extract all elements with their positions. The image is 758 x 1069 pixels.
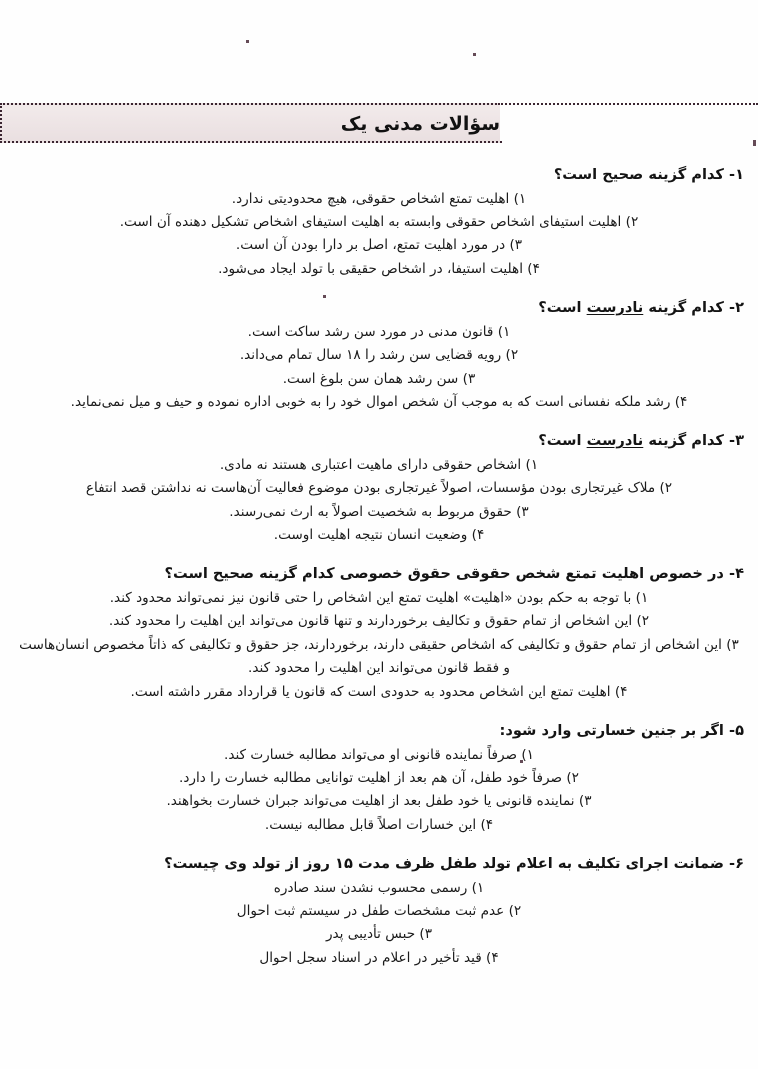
question-number-2: ۲- (729, 299, 744, 317)
question-block-4 (14, 562, 744, 704)
question-stem-2 (14, 296, 744, 320)
scan-speck-1 (246, 40, 249, 43)
option-item[interactable]: ۱) اهلیت تمتع اشخاص حقوقی، هیچ محدودیتی ندارد. (231, 190, 527, 207)
question-stem-4 (14, 562, 744, 586)
question-text-5: اگر بر جنین خسارتی وارد شود: (499, 721, 724, 739)
question-number-6: ۶- (729, 855, 744, 873)
question-text-6: ضمانت اجرای تکلیف به اعلام تولد طفل ظرف مدت ۱۵ روز از تولد وی چیست؟ (164, 855, 724, 873)
option-item[interactable]: ۱) صرفاً نماینده قانونی او می‌تواند مطالبه خسارت کند. (224, 746, 534, 763)
header-dotted-rule-bottom (0, 141, 502, 143)
option-item[interactable]: ۲) ملاک غیرتجاری بودن مؤسسات، اصولاً غیرتجاری بودن موضوع فعالیت آن‌هاست نه نداشتن قصد انتفاع (85, 480, 673, 497)
option-item[interactable]: ۴) رشد ملکه نفسانی است که به موجب آن شخص اموال خود را به خوبی اداره نموده و حیف و میل نمی‌نماید. (70, 393, 688, 410)
option-item[interactable]: ۱) رسمی محسوب نشدن سند صادره (273, 879, 485, 896)
option-list-6 (14, 877, 744, 971)
emphasis-underline: نادرست (586, 432, 644, 450)
option-item[interactable]: ۳) حبس تأدیبی پدر (325, 926, 433, 943)
question-block-5 (14, 719, 744, 837)
question-stem-1 (14, 163, 744, 187)
option-item[interactable]: ۳) سن رشد همان سن بلوغ است. (282, 370, 476, 387)
option-list-1 (14, 188, 744, 282)
option-item[interactable]: ۴) قید تأخیر در اعلام در اسناد سجل احوال (259, 949, 499, 966)
option-item[interactable]: ۴) اهلیت استیفا، در اشخاص حقیقی با تولد ایجاد می‌شود. (218, 260, 540, 277)
question-text-2: کدام گزینه نادرست است؟ (538, 299, 724, 317)
question-number-3: ۳- (729, 432, 744, 450)
option-item[interactable]: ۳) نماینده قانونی یا خود طفل بعد از اهلیت می‌تواند جبران خسارت بخواهند. (166, 793, 592, 810)
question-text-3: کدام گزینه نادرست است؟ (538, 432, 724, 450)
question-text-1: کدام گزینه صحیح است؟ (553, 166, 724, 183)
question-block-6 (14, 852, 744, 970)
page-title: سؤالات مدنی یک (340, 113, 500, 135)
question-number-5: ۵- (729, 721, 744, 739)
option-item[interactable]: ۳) حقوق مربوط به شخصیت اصولاً به ارث نمی‌رسند. (229, 503, 529, 520)
question-stem-3 (14, 429, 744, 453)
option-item[interactable]: ۲) اهلیت استیفای اشخاص حقوقی وابسته به اهلیت استیفای اشخاص تشکیل دهنده آن است. (119, 214, 639, 231)
question-text-4: در خصوص اهلیت تمتع شخص حقوقی حقوق خصوصی کدام گزینه صحیح است؟ (164, 565, 724, 583)
question-sheet (14, 163, 744, 985)
emphasis-underline: نادرست (586, 299, 644, 317)
question-block-1 (14, 163, 744, 281)
option-list-3 (14, 454, 744, 548)
scan-speck-2 (473, 53, 476, 56)
option-item[interactable]: ۳) این اشخاص از تمام حقوق و تکالیفی که اشخاص حقیقی دارند، برخوردارند، جز حقوق و تکالیفی که ذاتاً مخصوص انسان‌هاست و فقط قانون می‌تواند این اهلیت را محدود کند. (19, 636, 739, 677)
option-item[interactable]: ۲) صرفاً خود طفل، آن هم بعد از اهلیت توانایی مطالبه خسارت را دارد. (179, 769, 579, 786)
question-block-3 (14, 429, 744, 547)
option-item[interactable]: ۲) رویه قضایی سن رشد را ۱۸ سال تمام می‌داند. (239, 347, 519, 364)
option-item[interactable]: ۱) قانون مدنی در مورد سن رشد ساکت است. (247, 323, 511, 340)
page-header-banner (0, 103, 758, 143)
option-item[interactable]: ۴) اهلیت تمتع این اشخاص محدود به حدودی است که قانون یا قرارداد مقرر داشته است. (130, 683, 628, 700)
option-list-4 (14, 587, 744, 704)
question-stem-5 (14, 719, 744, 743)
question-stem-6 (14, 852, 744, 876)
option-item[interactable]: ۴) وضعیت انسان نتیجه اهلیت اوست. (273, 527, 485, 544)
question-block-2 (14, 296, 744, 414)
option-item[interactable]: ۱) با توجه به حکم بودن «اهلیت» اهلیت تمتع این اشخاص را حتی قانون نیز نمی‌تواند محدود کند. (109, 590, 649, 607)
option-list-2 (14, 321, 744, 415)
option-item[interactable]: ۲) عدم ثبت مشخصات طفل در سیستم ثبت احوال (236, 903, 522, 920)
option-list-5 (14, 744, 744, 838)
option-item[interactable]: ۱) اشخاص حقوقی دارای ماهیت اعتباری هستند نه مادی. (219, 456, 539, 473)
option-item[interactable]: ۲) این اشخاص از تمام حقوق و تکالیف برخوردارند و تنها قانون می‌تواند این اهلیت را محدود کند. (108, 613, 650, 630)
question-number-4: ۴- (729, 565, 744, 583)
option-item[interactable]: ۳) در مورد اهلیت تمتع، اصل بر دارا بودن آن است. (235, 237, 523, 254)
option-item[interactable]: ۴) این خسارات اصلاً قابل مطالبه نیست. (264, 816, 494, 833)
banner-box (0, 103, 500, 143)
question-number-1: ۱- (729, 166, 744, 183)
